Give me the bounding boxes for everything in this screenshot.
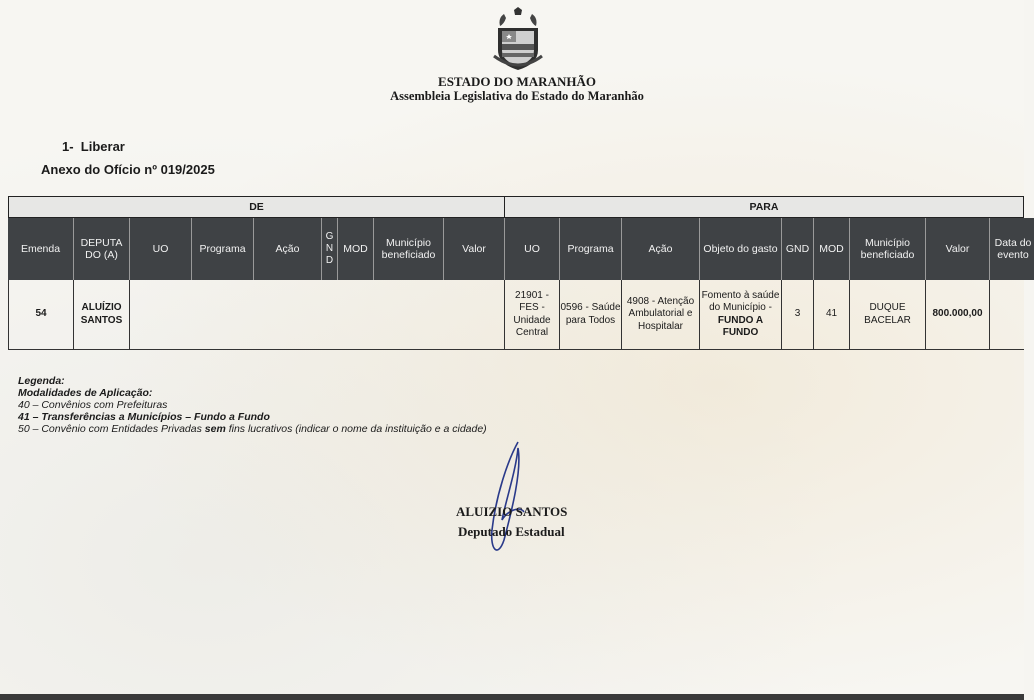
legend-item-50 (18, 423, 487, 435)
assembly-title: Assembleia Legislativa do Estado do Maranhão (390, 89, 644, 103)
item-label: Liberar (80, 139, 125, 154)
col-header-gnd-to: GND (782, 218, 814, 280)
item-liberar (62, 139, 125, 154)
page-bottom-edge (0, 694, 1024, 700)
legend (18, 375, 487, 435)
col-header-data-evento: Data do evento (990, 218, 1034, 280)
cell-valor: 800.000,00 (926, 280, 990, 350)
col-header-acao-to: Ação (622, 218, 700, 280)
cell-acao: 4908 - Atenção Ambulatorial e Hospitalar (622, 280, 700, 350)
cell-data-evento (990, 280, 1024, 350)
objeto-text: Fomento à saúde do Município - (701, 289, 780, 313)
col-header-valor: Valor (444, 218, 505, 280)
amendment-table (8, 196, 1032, 352)
state-title: ESTADO DO MARANHÃO (438, 74, 596, 89)
cell-mod: 41 (814, 280, 850, 350)
col-header-uo-to: UO (505, 218, 560, 280)
cell-empty-from (130, 280, 505, 350)
handwritten-signature (478, 440, 548, 560)
legend-item-40: 40 – Convênios com Prefeituras (18, 399, 168, 411)
col-header-objeto: Objeto do gasto (700, 218, 782, 280)
cell-deputado: ALUÍZIO SANTOS (74, 280, 130, 350)
legend-item-41: 41 – Transferências a Municípios – Fundo a Fundo (18, 411, 270, 423)
cell-uo: 21901 - FES - Unidade Central (505, 280, 560, 350)
group-header-from: DE (8, 196, 505, 218)
col-header-uo: UO (130, 218, 192, 280)
annex-title: Anexo do Ofício nº 019/2025 (41, 162, 215, 177)
state-coat-of-arms (484, 6, 552, 74)
col-header-programa: Programa (192, 218, 254, 280)
legend-item-50-bold: sem (204, 423, 226, 435)
cell-municipio: DUQUE BACELAR (850, 280, 926, 350)
signer-role: Deputado Estadual (458, 524, 565, 539)
col-header-gnd: G N D (322, 218, 338, 280)
col-header-municipio: Município beneficiado (374, 218, 444, 280)
cell-gnd: 3 (782, 280, 814, 350)
legend-item-50-after: fins lucrativos (indicar o nome da instituição e a cidade) (225, 423, 487, 435)
item-number: 1- (62, 139, 74, 154)
signer-name: ALUIZIO SANTOS (456, 504, 568, 519)
col-header-municipio-to: Município beneficiado (850, 218, 926, 280)
col-header-valor-to: Valor (926, 218, 990, 280)
legend-title: Legenda: (18, 375, 65, 387)
col-header-mod: MOD (338, 218, 374, 280)
col-header-programa-to: Programa (560, 218, 622, 280)
col-header-deputado: DEPUTA DO (A) (74, 218, 130, 280)
objeto-bold: FUNDO A FUNDO (717, 314, 764, 338)
cell-objeto (700, 280, 782, 350)
col-header-emenda: Emenda (8, 218, 74, 280)
cell-programa: 0596 - Saúde para Todos (560, 280, 622, 350)
col-header-acao: Ação (254, 218, 322, 280)
group-header-to: PARA (505, 196, 1024, 218)
col-header-mod-to: MOD (814, 218, 850, 280)
legend-subtitle: Modalidades de Aplicação: (18, 387, 153, 399)
legend-item-50-before: 50 – Convênio com Entidades Privadas (18, 423, 205, 435)
cell-emenda: 54 (8, 280, 74, 350)
